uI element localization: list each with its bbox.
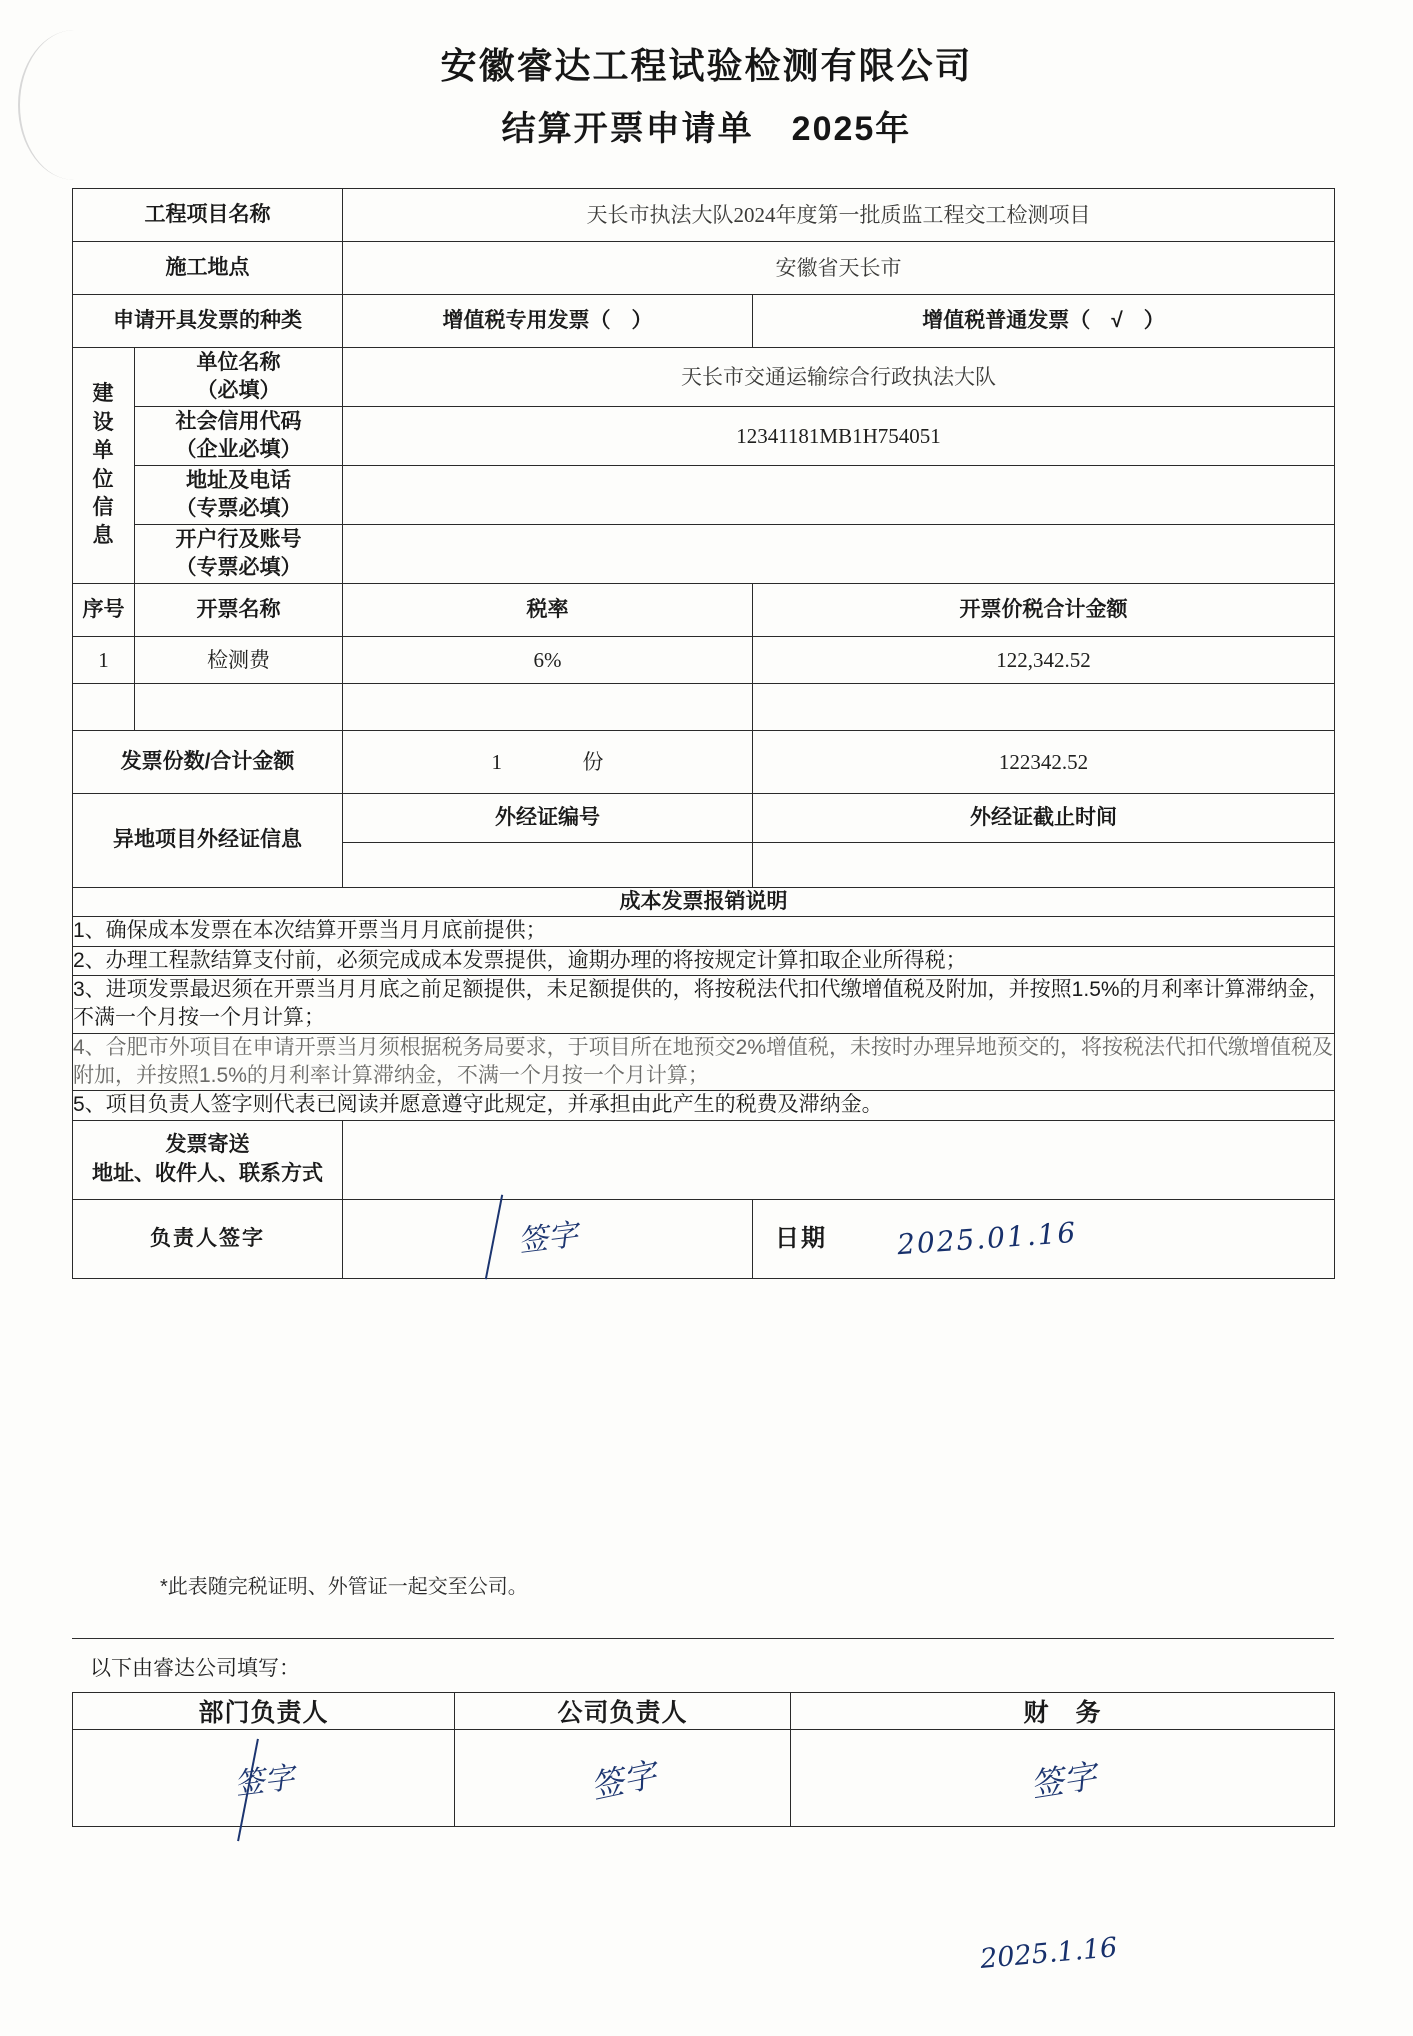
invoice-kind-label: 申请开具发票的种类 [73,295,343,348]
bank-value[interactable] [343,525,1335,584]
unit-name-label [135,348,343,407]
total-count-unit: 份 [582,749,604,774]
company-head-signature-field[interactable] [455,1730,791,1827]
document-year: 2025年 [791,110,912,148]
offsite-deadline-value[interactable] [753,843,1335,888]
signature-field[interactable] [343,1199,753,1278]
table-row [73,637,1335,684]
project-name-value: 天长市执法大队2024年度第一批质监工程交工检测项目 [343,189,1335,242]
table-row-total [73,731,1335,794]
table-header-items [73,584,1335,637]
date-label: 日期 [775,1224,827,1252]
table-row-cost-notice-title [73,888,1335,917]
note-item: 3、进项发票最迟须在开票当月月底之前足额提供，未足额提供的，将按税法代扣代缴增值税及附加，并按照1.5%的月利率计算滞纳金，不满一个月按一个月计算； [73,976,1335,1034]
offsite-deadline-label: 外经证截止时间 [753,794,1335,843]
total-count: 1 [491,749,502,774]
item-header: 开票名称 [135,584,343,637]
note-item: 2、办理工程款结算支付前，必须完成成本发票提供，逾期办理的将按规定计算扣取企业所得税； [73,946,1335,975]
table-row-signature [73,1199,1335,1278]
unit-name-label-line2: （必填） [196,379,281,402]
signature-label: 负责人签字 [73,1199,343,1278]
unit-name-value: 天长市交通运输综合行政执法大队 [343,348,1335,407]
form-footnote: *此表随完税证明、外管证一起交至公司。 [160,1576,528,1598]
credit-code-label-line2: （企业必填） [175,438,302,461]
cost-notice-title: 成本发票报销说明 [73,888,1335,917]
row-index: 1 [73,637,135,684]
credit-code-label [135,407,343,466]
finance-label: 财 务 [791,1693,1335,1730]
internal-fill-note: 以下由睿达公司填写： [90,1657,300,1680]
finance-signature: 签字 [1027,1755,1099,1805]
address-label-line2: （专票必填） [175,497,302,520]
dept-head-signature-field[interactable] [73,1730,455,1827]
document-header [0,38,1413,150]
invoice-special-option[interactable]: 增值税专用发票（ ） [343,295,753,348]
project-name-label: 工程项目名称 [73,189,343,242]
rate-header: 税率 [343,584,753,637]
signature-stroke [485,1194,503,1279]
table-row-note [73,1091,1335,1120]
row-rate[interactable] [343,684,753,731]
credit-code-label-line1: 社会信用代码 [175,409,302,433]
bank-label-line2: （专票必填） [175,556,302,579]
credit-code-value: 12341181MB1H754051 [343,407,1335,466]
date-value: 2025.01.16 [896,1215,1079,1262]
address-value[interactable] [343,466,1335,525]
offsite-no-label: 外经证编号 [343,794,753,843]
row-item[interactable] [135,684,343,731]
dept-head-label: 部门负责人 [73,1693,455,1730]
offsite-label: 异地项目外经证信息 [73,794,343,888]
row-amount[interactable] [753,684,1335,731]
invoice-general-option[interactable]: 增值税普通发票（ √ ） [753,295,1335,348]
table-row-invoice-kind [73,295,1335,348]
row-amount: 122,342.52 [753,637,1335,684]
table-row-unit-name [73,348,1335,407]
document-title: 结算开票申请单 [501,110,754,148]
table-row-credit-code [73,407,1335,466]
table-row-bank [73,525,1335,584]
company-head-signature: 签字 [586,1754,660,1806]
section-divider [72,1638,1334,1639]
mail-label-line2: 地址、收件人、联系方式 [92,1161,323,1185]
table-header-approval [73,1693,1335,1730]
table-row-note [73,1033,1335,1091]
bank-label-line1: 开户行及账号 [175,527,302,551]
mail-value[interactable] [343,1120,1335,1199]
total-label: 发票份数/合计金额 [73,731,343,794]
table-row-note [73,946,1335,975]
index-header: 序号 [73,584,135,637]
table-row-mail [73,1120,1335,1199]
company-name: 安徽睿达工程试验检测有限公司 [440,45,973,86]
row-item: 检测费 [135,637,343,684]
bank-label [135,525,343,584]
total-amount: 122342.52 [753,731,1335,794]
mail-label [73,1120,343,1199]
amount-header: 开票价税合计金额 [753,584,1335,637]
builder-info-label-text: 建 设 单 位 信 息 [92,382,115,548]
note-item: 5、项目负责人签字则代表已阅读并愿意遵守此规定，并承担由此产生的税费及滞纳金。 [73,1091,1335,1120]
table-row [73,684,1335,731]
address-label-line1: 地址及电话 [186,468,291,492]
company-head-label: 公司负责人 [455,1693,791,1730]
note-item: 1、确保成本发票在本次结算开票当月月底前提供； [73,917,1335,946]
table-row-project-name [73,189,1335,242]
finance-signature-field[interactable] [791,1730,1335,1827]
site-value: 安徽省天长市 [343,242,1335,295]
row-rate: 6% [343,637,753,684]
table-row-offsite-header [73,794,1335,843]
mail-label-line1: 发票寄送 [165,1133,250,1157]
date-cell [753,1199,1335,1278]
note-item: 4、合肥市外项目在申请开票当月须根据税务局要求，于项目所在地预交2%增值税，未按时办理异地预交的，将按税法代扣代缴增值税及附加，并按照1.5%的月利率计算滞纳金，不满一个月按一个月计算； [73,1033,1335,1091]
table-row-site [73,242,1335,295]
table-row-note [73,917,1335,946]
builder-info-label [73,348,135,584]
signature-value: 签字 [515,1216,580,1260]
address-label [135,466,343,525]
table-row-address [73,466,1335,525]
document-title-line [0,101,1413,150]
table-row-approval-signatures [73,1730,1335,1827]
total-count-cell [343,731,753,794]
internal-approval-table [72,1692,1335,1827]
dept-head-signature: 签字 [232,1760,296,1803]
application-form-table [72,188,1335,1279]
unit-name-label-line1: 单位名称 [196,350,281,374]
row-index[interactable] [73,684,135,731]
site-label: 施工地点 [73,242,343,295]
finance-date: 2025.1.16 [978,1932,1119,1975]
table-row-note [73,976,1335,1034]
offsite-no-value[interactable] [343,843,753,888]
